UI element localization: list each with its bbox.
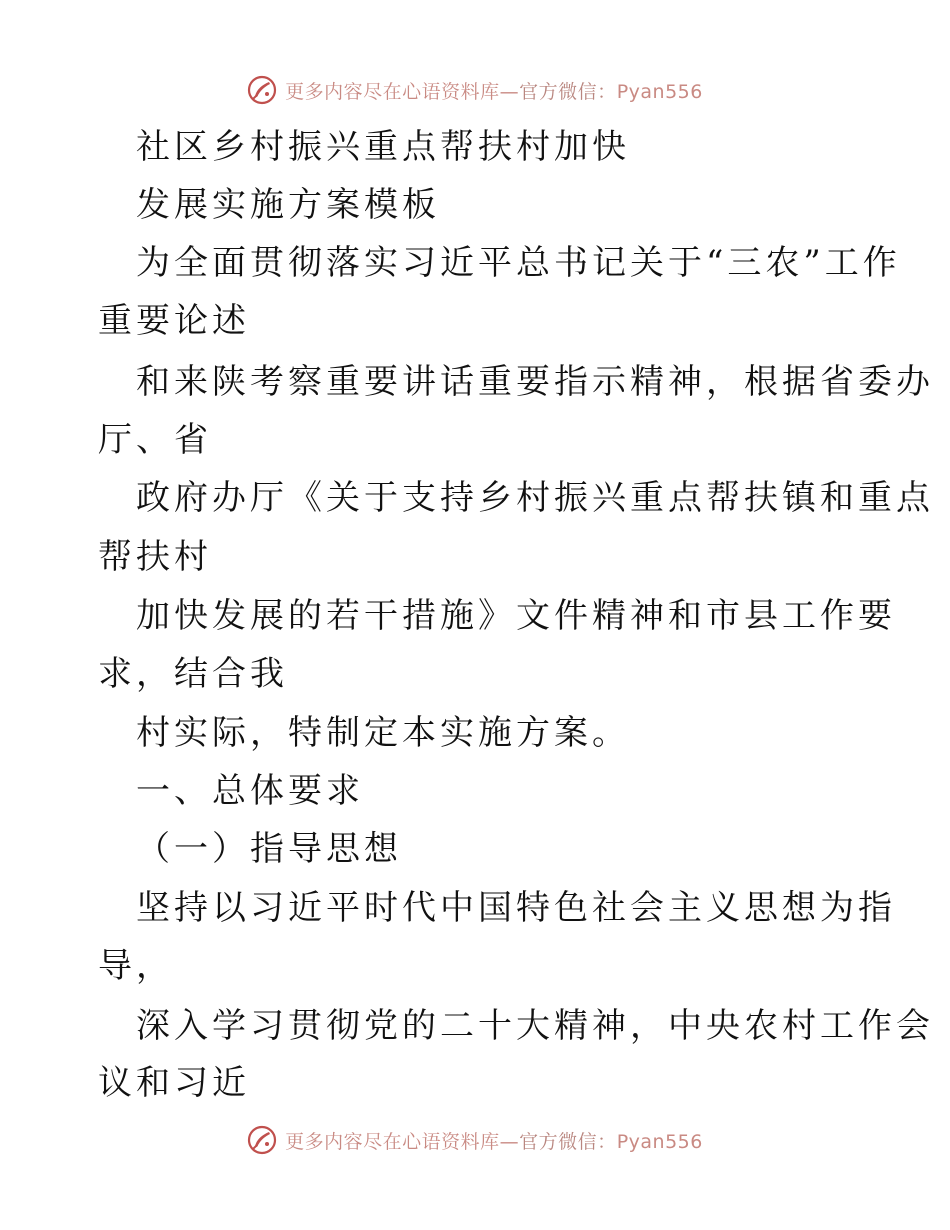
paragraph-line: 议和习近: [98, 1063, 250, 1103]
pen-logo-icon: [247, 75, 277, 105]
header-watermark: [0, 72, 950, 108]
paragraph-line: 加快发展的若干措施》文件精神和市县工作要: [136, 596, 896, 636]
paragraph-line: 厅、省: [98, 420, 212, 460]
watermark-separator: —: [499, 1130, 520, 1153]
paragraph-line: 政府办厅《关于支持乡村振兴重点帮扶镇和重点: [136, 478, 934, 518]
watermark-text: [285, 77, 703, 104]
watermark-text: [285, 1127, 703, 1154]
paragraph-line: 求，结合我: [98, 654, 288, 694]
paragraph-line: 坚持以习近平时代中国特色社会主义思想为指: [136, 888, 896, 928]
subsection-heading: （一）指导思想: [136, 829, 402, 869]
watermark-wechat-id: Pyan556: [616, 80, 703, 103]
paragraph-line: 重要论述: [98, 301, 250, 341]
paragraph-line: 导，: [98, 946, 174, 986]
watermark-wechat-id: Pyan556: [616, 1130, 703, 1153]
watermark-site: 更多内容尽在心语资料库: [285, 80, 500, 103]
pen-logo-icon: [247, 1125, 277, 1155]
watermark-separator: —: [499, 80, 520, 103]
watermark-wechat-label: 官方微信：: [519, 80, 617, 103]
paragraph-line: 帮扶村: [98, 537, 212, 577]
paragraph-line: 村实际，特制定本实施方案。: [136, 713, 630, 753]
watermark-wechat-label: 官方微信：: [519, 1130, 617, 1153]
watermark-site: 更多内容尽在心语资料库: [285, 1130, 500, 1153]
document-title-line-2: 发展实施方案模板: [136, 185, 440, 225]
section-heading: 一、总体要求: [136, 771, 364, 811]
footer-watermark: [0, 1122, 950, 1158]
paragraph-line: 和来陕考察重要讲话重要指示精神，根据省委办: [136, 362, 934, 402]
paragraph-line: 深入学习贯彻党的二十大精神，中央农村工作会: [136, 1006, 934, 1046]
paragraph-line: 为全面贯彻落实习近平总书记关于“三农”工作: [136, 243, 901, 283]
document-title-line-1: 社区乡村振兴重点帮扶村加快: [136, 127, 630, 167]
